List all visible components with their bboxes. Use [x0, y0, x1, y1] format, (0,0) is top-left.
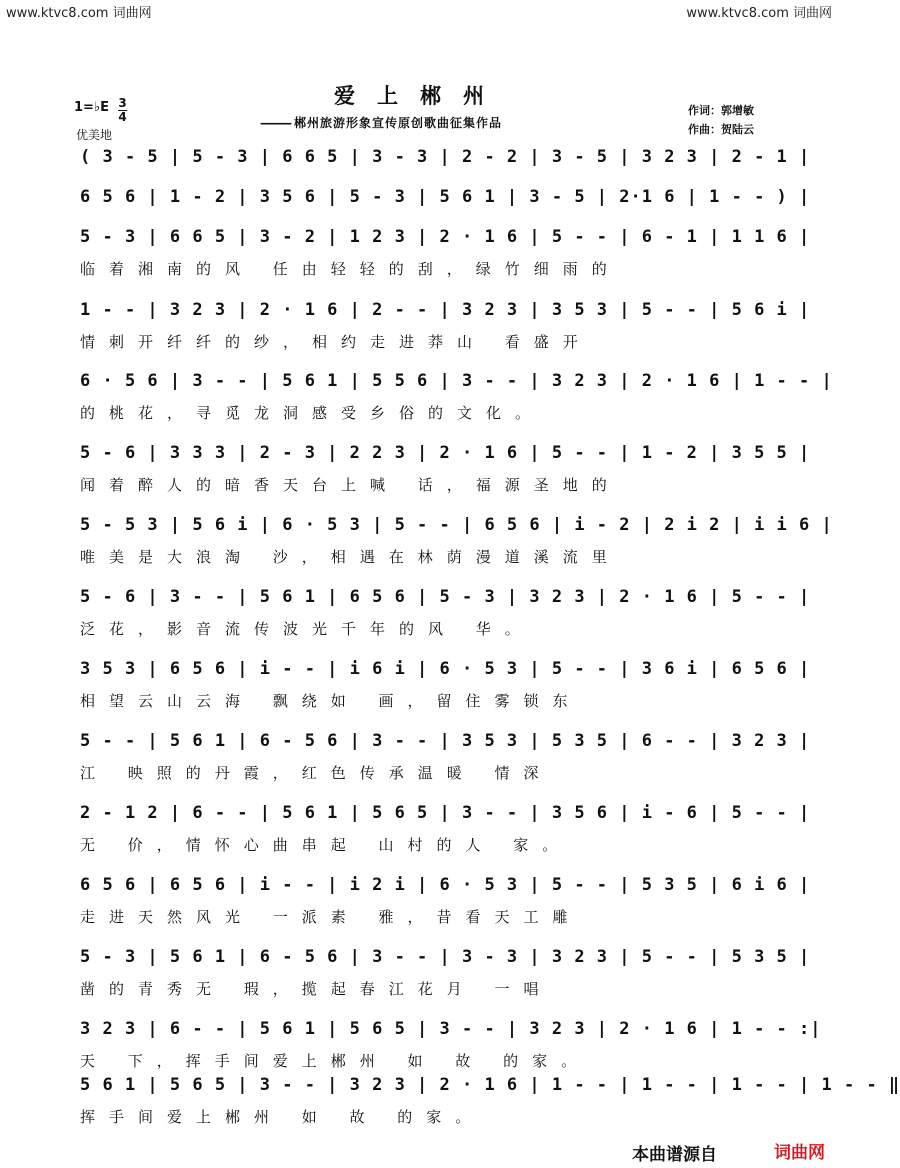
- site-logo[interactable]: 词曲网: [774, 1143, 825, 1163]
- lyrics-line: 天 下，挥手间爱上郴州 如 故 的家。: [80, 1052, 591, 1070]
- song-title: 爱上郴州: [334, 83, 506, 108]
- watermark-right: www.ktvc8.com 词曲网: [686, 6, 832, 21]
- notes-line: 5 - - | 5 6 1 | 6 - 5 6 | 3 - - | 3 5 3 | 5 3 5 | 6 - - | 3 2 3 |: [80, 731, 811, 751]
- lyrics-line: 的桃花，寻觅龙洞感受乡俗的文化。: [80, 404, 545, 422]
- lyrics-line: 凿的青秀无 瑕，揽起春江花月 一唱: [80, 980, 553, 998]
- lyrics-line: 泛花，影音流传波光千年的风 华。: [80, 620, 534, 638]
- notes-line: 6 5 6 | 1 - 2 | 3 5 6 | 5 - 3 | 5 6 1 | 3 - 5 | 2·1 6 | 1 - - ) |: [80, 187, 811, 207]
- song-subtitle: ——— 郴州旅游形象宣传原创歌曲征集作品: [260, 116, 503, 130]
- tempo-marking: 优美地: [76, 128, 113, 142]
- lyrics-line: 情刺开纤纤的纱，相约走进莽山 看盛开: [80, 333, 592, 351]
- notes-line: 5 - 6 | 3 - - | 5 6 1 | 6 5 6 | 5 - 3 | 3 2 3 | 2 · 1 6 | 5 - - |: [80, 587, 811, 607]
- lyrics-line: 相望云山云海 飘绕如 画，留住雾锁东: [80, 692, 582, 710]
- notes-line: 1 - - | 3 2 3 | 2 · 1 6 | 2 - - | 3 2 3 | 3 5 3 | 5 - - | 5 6 i |: [80, 300, 811, 320]
- lyrics-line: 唯美是大浪淘 沙，相遇在林荫漫道溪流里: [80, 548, 621, 566]
- notes-line: 5 - 6 | 3 3 3 | 2 - 3 | 2 2 3 | 2 · 1 6 | 5 - - | 1 - 2 | 3 5 5 |: [80, 443, 811, 463]
- meter-bottom: 4: [118, 110, 127, 124]
- lyrics-line: 走进天然风光 一派素 雅，昔看天工雕: [80, 908, 582, 926]
- lyrics-line: 闻着醉人的暗香天台上喊 话，福源圣地的: [80, 476, 621, 494]
- composer-credit: 作曲：贺陆云: [688, 123, 754, 136]
- notes-line: 5 - 3 | 6 6 5 | 3 - 2 | 1 2 3 | 2 · 1 6 | 5 - - | 6 - 1 | 1 1 6 |: [80, 227, 811, 247]
- lyrics-line: 无 价，情怀心曲串起 山村的人 家。: [80, 836, 572, 854]
- notes-line: 2 - 1 2 | 6 - - | 5 6 1 | 5 6 5 | 3 - - | 3 5 6 | i - 6 | 5 - - |: [80, 803, 811, 823]
- notes-line: 6 · 5 6 | 3 - - | 5 6 1 | 5 5 6 | 3 - - | 3 2 3 | 2 · 1 6 | 1 - - |: [80, 371, 833, 391]
- notes-line: ( 3 - 5 | 5 - 3 | 6 6 5 | 3 - 3 | 2 - 2 | 3 - 5 | 3 2 3 | 2 - 1 |: [80, 147, 811, 167]
- meter-top: 3: [118, 96, 127, 110]
- notes-line: 5 6 1 | 5 6 5 | 3 - - | 3 2 3 | 2 · 1 6 | 1 - - | 1 - - | 1 - - | 1 - - ‖: [80, 1075, 900, 1095]
- notes-line: 5 - 3 | 5 6 1 | 6 - 5 6 | 3 - - | 3 - 3 | 3 2 3 | 5 - - | 5 3 5 |: [80, 947, 811, 967]
- time-signature: [118, 98, 127, 123]
- watermark-left: www.ktvc8.com 词曲网: [6, 6, 152, 21]
- key-signature: 1=♭E: [74, 100, 109, 115]
- lyrics-line: 临着湘南的风 任由轻轻的刮，绿竹细雨的: [80, 260, 621, 278]
- subtitle-text: 郴州旅游形象宣传原创歌曲征集作品: [294, 116, 503, 130]
- notes-line: 3 5 3 | 6 5 6 | i - - | i 6 i | 6 · 5 3 | 5 - - | 3 6 i | 6 5 6 |: [80, 659, 811, 679]
- lyrics-line: 挥手间爱上郴州 如 故 的家。: [80, 1108, 485, 1126]
- source-note: 本曲谱源自: [632, 1145, 717, 1165]
- lyrics-line: 江 映照的丹霞，红色传承温暖 情深: [80, 764, 553, 782]
- lyricist-credit: 作词：郭增敏: [688, 104, 754, 117]
- notes-line: 5 - 5 3 | 5 6 i | 6 · 5 3 | 5 - - | 6 5 6 | i - 2 | 2 i 2 | i i 6 |: [80, 515, 833, 535]
- notes-line: 6 5 6 | 6 5 6 | i - - | i 2 i | 6 · 5 3 | 5 - - | 5 3 5 | 6 i 6 |: [80, 875, 811, 895]
- notes-line: 3 2 3 | 6 - - | 5 6 1 | 5 6 5 | 3 - - | 3 2 3 | 2 · 1 6 | 1 - - :|: [80, 1019, 822, 1039]
